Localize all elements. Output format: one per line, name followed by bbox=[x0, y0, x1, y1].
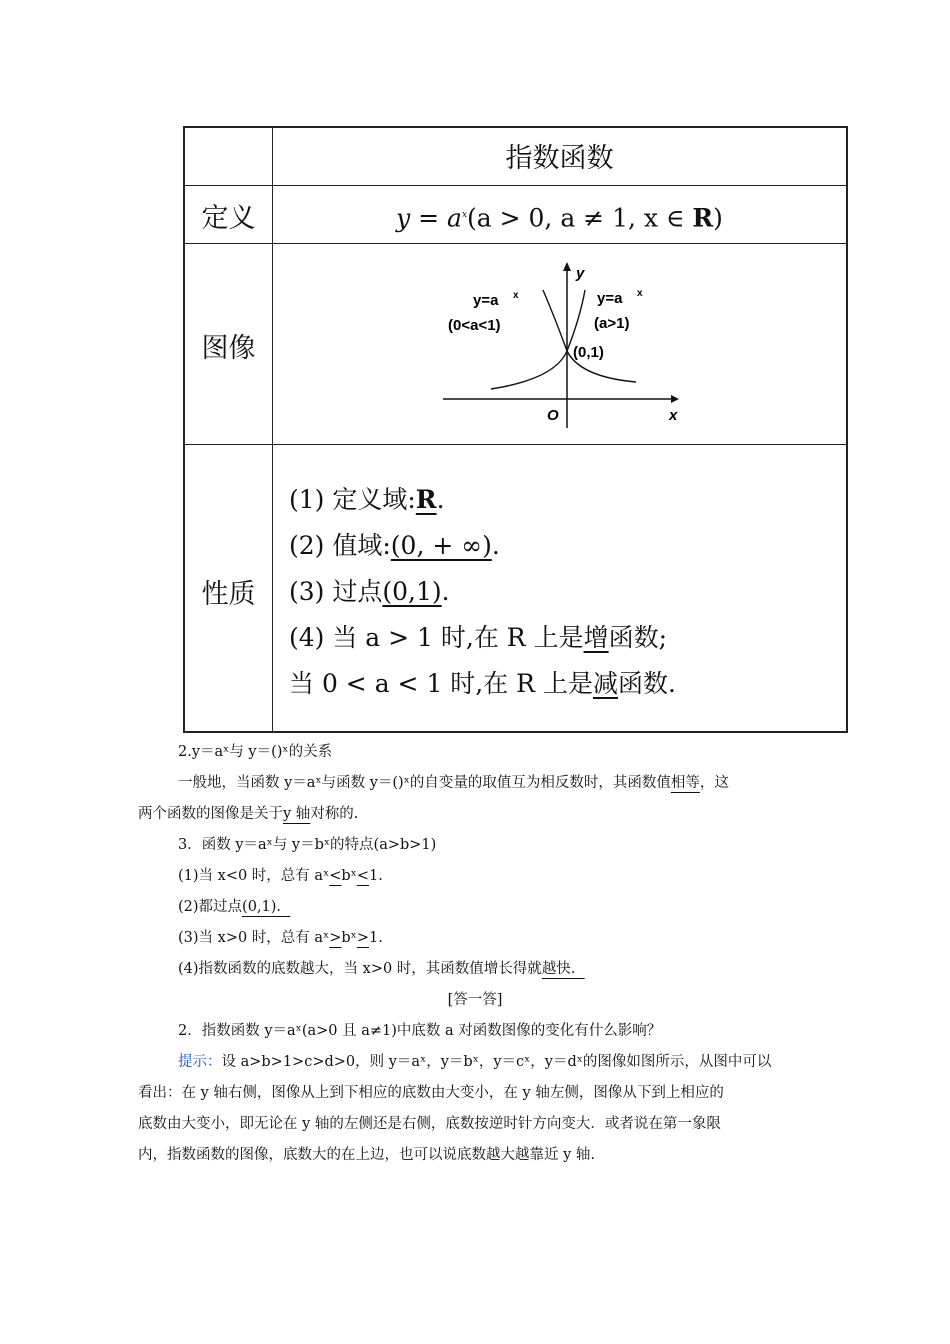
increasing-value: 增 bbox=[583, 623, 609, 652]
equal-value: 相等 bbox=[670, 775, 700, 791]
definition-formula bbox=[273, 188, 846, 243]
section-2-line-2: 两个函数的图像是关于y 轴对称的. bbox=[138, 806, 359, 822]
def-a: a bbox=[447, 203, 462, 233]
y-arrow-icon bbox=[563, 262, 571, 271]
hint-line-2: 看出：在 y 轴右侧，图像从上到下相应的底数由大变小，在 y 轴左侧，图像从下到上相应的 bbox=[138, 1085, 724, 1101]
definition-label: 定义 bbox=[201, 203, 256, 234]
property-1: (1) 定义域:R. bbox=[289, 485, 445, 514]
symmetry-axis-value: y 轴 bbox=[283, 806, 311, 822]
exponential-function-table bbox=[183, 126, 848, 733]
section-3-item-2: (2)都过点(0,1). bbox=[178, 899, 291, 915]
qa-title: [答一答] bbox=[447, 992, 503, 1008]
section-2-line-1: 一般地，当函数 y＝aˣ与函数 y＝()ˣ的自变量的取值互为相反数时，其函数值相等，这 bbox=[178, 775, 729, 791]
section-3-title: 3．函数 y＝aˣ与 y＝bˣ的特点(a>b>1) bbox=[178, 837, 437, 853]
x-arrow-icon bbox=[671, 395, 679, 403]
question-2: 2．指数函数 y＝aˣ(a>0 且 a≠1)中底数 a 对函数图像的变化有什么影响？ bbox=[178, 1023, 662, 1039]
domain-value: R bbox=[415, 485, 437, 514]
right-curve-condition: (a>1) bbox=[594, 315, 630, 332]
range-value: (0, + ∞) bbox=[390, 531, 492, 560]
property-2: (2) 值域:(0, + ∞). bbox=[289, 531, 500, 560]
row-divider bbox=[185, 444, 846, 445]
left-curve-sup: x bbox=[513, 290, 519, 301]
intersection-point-label: (0,1) bbox=[573, 344, 604, 361]
decreasing-value: 减 bbox=[592, 669, 618, 698]
property-label: 性质 bbox=[201, 579, 256, 610]
section-3-item-1: (1)当 x<0 时，总有 aˣ<bˣ<1. bbox=[178, 868, 383, 884]
right-curve-sup: x bbox=[637, 288, 643, 299]
hint-line-1: 提示：设 a>b>1>c>d>0，则 y＝aˣ，y＝bˣ，y＝cˣ，y＝dˣ的图像如图所示，从图中可以 bbox=[178, 1054, 772, 1070]
left-curve-condition: (0<a<1) bbox=[448, 317, 501, 334]
right-curve-label: y=a bbox=[597, 290, 623, 307]
origin-label: O bbox=[547, 407, 559, 424]
row-divider bbox=[185, 185, 846, 186]
def-close: ) bbox=[713, 203, 723, 233]
table-header: 指数函数 bbox=[505, 143, 614, 174]
section-3-item-4: (4)指数函数的底数越大，当 x>0 时，其函数值增长得就越快. bbox=[178, 961, 585, 977]
axis-y-label: y bbox=[576, 265, 585, 282]
section-3-item-3: (3)当 x>0 时，总有 aˣ>bˣ>1. bbox=[178, 930, 383, 946]
property-5: 当 0 < a < 1 时,在 R 上是减函数. bbox=[289, 669, 676, 698]
section-2-title: 2.y＝aˣ与 y＝()ˣ的关系 bbox=[178, 744, 333, 760]
property-4: (4) 当 a > 1 时,在 R 上是增函数; bbox=[289, 623, 668, 652]
hint-line-3: 底数由大变小，即无论在 y 轴的左侧还是右侧，底数按逆时针方向变大．或者说在第一象限 bbox=[138, 1116, 721, 1132]
def-x: x bbox=[461, 210, 468, 220]
def-eq: = bbox=[418, 203, 440, 233]
left-curve-label: y=a bbox=[473, 292, 499, 309]
def-condition: (a > 0, a ≠ 1, x ∈ bbox=[467, 203, 693, 233]
fixed-point-value: (0,1) bbox=[382, 577, 442, 606]
curve-a-greater-1 bbox=[491, 290, 585, 389]
def-R: R bbox=[692, 203, 714, 233]
row-divider bbox=[185, 243, 846, 244]
property-3: (3) 过点(0,1). bbox=[289, 577, 450, 606]
axis-x-label: x bbox=[669, 407, 678, 424]
exponential-graph bbox=[443, 258, 683, 433]
graph-label: 图像 bbox=[201, 333, 256, 364]
hint-label: 提示： bbox=[178, 1054, 222, 1070]
def-y: y bbox=[396, 203, 411, 233]
hint-line-4: 内，指数函数的图像，底数大的在上边，也可以说底数越大越靠近 y 轴. bbox=[138, 1147, 596, 1163]
